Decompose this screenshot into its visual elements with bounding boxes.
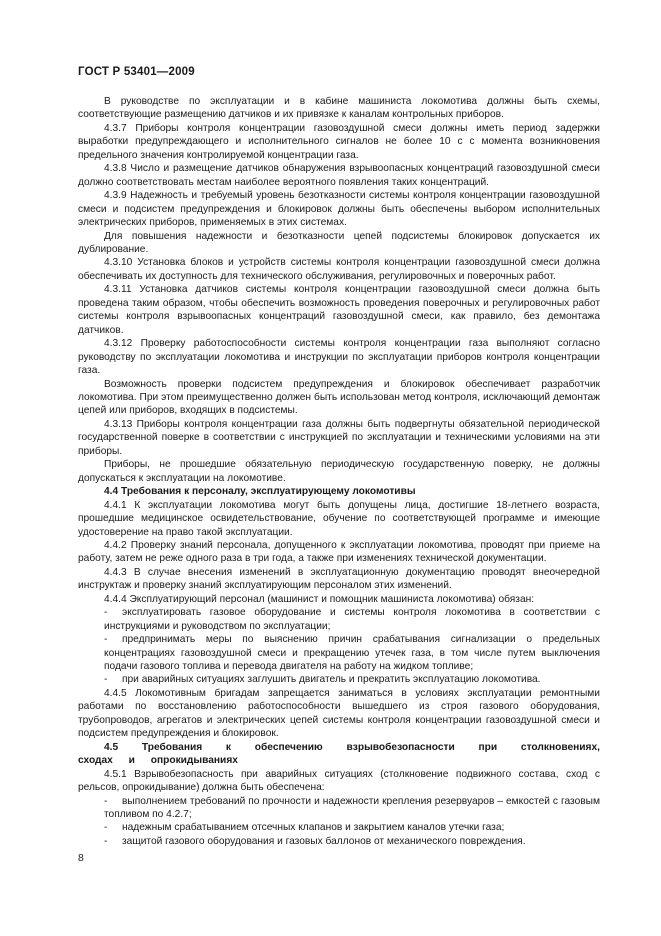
paragraph: Возможность проверки подсистем предупреждения и блокировок обеспечивает разработчик локомотива. При этом преимущественно должен быть использован метод контроля, исключающий демонтаж цепей или приборов, входящих в подсистемы. [78, 378, 600, 417]
list-item [78, 795, 600, 822]
list-item [78, 835, 600, 848]
document-body [78, 95, 600, 848]
list-item [78, 606, 600, 633]
paragraph: 4.5.1 Взрывобезопасность при аварийных ситуациях (столкновение подвижного состава, сход с рельсов, опрокидывание) должна быть обеспечена: [78, 768, 600, 794]
list-item [78, 673, 600, 686]
paragraph: 4.4.1 К эксплуатации локомотива могут быть допущены лица, достигшие 18-летнего возраста, прошедшие медицинское освидетельствование, обучение по соответствующей программе и имеющие удостоверение на право такой эксплуатации. [78, 499, 600, 538]
paragraph: В руководстве по эксплуатации и в кабине машиниста локомотива должны быть схемы, соответствующие размещению датчиков и их привязке к каналам контрольных приборов. [78, 96, 600, 121]
paragraph: 4.3.10 Установка блоков и устройств системы контроля концентрации газовоздушной смеси должна обеспечивать их доступность для технического обслуживания, регулировочных и поверочных работ. [78, 257, 600, 282]
paragraph: 4.3.13 Приборы контроля концентрации газа должны быть подвергнуты обязательной периодической государственной поверке в соответствии с инструкцией по эксплуатации и техническими условиями на эти приборы. [78, 418, 600, 457]
list-item [78, 633, 600, 673]
paragraph: 4.4.3 В случае внесения изменений в эксплуатационную документацию проводят внеочередной инструктаж и проверку знаний эксплуатирующим персоналом этих изменений. [78, 566, 600, 592]
section-heading: 4.4 Требования к персоналу, эксплуатирующему локомотивы [104, 486, 416, 498]
paragraph: 4.4.5 Локомотивным бригадам запрещается заниматься в условиях эксплуатации ремонтными работами по восстановлению работоспособности вышедшего из строя газового оборудования, трубопроводов, агрегатов и электрических цепей системы контроля концентрации газовоздушной смеси и подсистем предупреждения и блокировок. [78, 687, 600, 740]
paragraph: 4.3.7 Приборы контроля концентрации газовоздушной смеси должны иметь период задержки выработки предупреждающего и исполнительного сигналов не более 10 с с момента возникновения предельного значения контролируемой концентрации газа. [78, 122, 600, 161]
list-dash: - [104, 674, 108, 686]
list-item-text: предпринимать меры по выяснению причин срабатывания сигнализации о предельных концентрациях газовоздушной смеси и прекращению утечек газа, в том числе путем выключения подачи газового топлива и перевода двигателя на работу на жидком топливе; [104, 634, 600, 673]
paragraph: Для повышения надежности и безотказности цепей подсистемы блокировок допускается их дублирование. [78, 230, 600, 255]
list-item-text: защитой газового оборудования и газовых баллонов от механического повреждения. [122, 835, 526, 847]
list-item [78, 821, 600, 834]
paragraph: 4.3.8 Число и размещение датчиков обнаружения взрывоопасных концентраций газовоздушной смеси должно соответствовать местам наиболее вероятного появления таких концентраций. [78, 163, 600, 188]
section-heading: 4.5 Требования к обеспечению взрывобезопасности при столкновениях, сходах и опрокидываниях [78, 741, 600, 767]
list-dash: - [104, 795, 108, 807]
list-item-text: надежным срабатыванием отсечных клапанов и закрытием каналов утечки газа; [122, 822, 505, 834]
paragraph: 4.4.4 Эксплуатирующий персонал (машинист и помощник машиниста локомотива) обязан: [104, 593, 535, 605]
list-dash: - [104, 835, 108, 847]
list-item-text: при аварийных ситуациях заглушить двигатель и прекратить эксплуатацию локомотива. [122, 674, 541, 686]
page-number: 8 [78, 852, 84, 864]
list-dash: - [104, 822, 108, 834]
paragraph: Приборы, не прошедшие обязательную периодическую государственную поверку, не должны допускаться к эксплуатации на локомотиве. [78, 459, 600, 484]
paragraph: 4.3.9 Надежность и требуемый уровень безотказности системы контроля концентрации газовоздушной смеси и подсистем предупреждения и блокировок должны быть обеспечены выбором исполнительных электрических приборов, применяемых в этих системах. [78, 190, 600, 229]
list-item-text: эксплуатировать газовое оборудование и системы контроля локомотива в соответствии с инструкциями и руководством по эксплуатации; [104, 607, 600, 632]
document-header: ГОСТ Р 53401—2009 [78, 66, 195, 78]
paragraph: 4.4.2 Проверку знаний персонала, допущенного к эксплуатации локомотива, проводят при приеме на работу, затем не реже одного раза в три года, а также при изменениях технической документации. [78, 539, 600, 565]
paragraph: 4.3.12 Проверку работоспособности системы контроля концентрации газа выполняют согласно руководству по эксплуатации локомотива и инструкции по эксплуатации приборов контроля концентрации газа. [78, 338, 600, 377]
list-dash: - [104, 634, 108, 646]
paragraph: 4.3.11 Установка датчиков системы контроля концентрации газовоздушной смеси должна быть проведена таким образом, чтобы обеспечить возможность проведения поверочных и регулировочных работ системы контроля взрывоопасных концентраций газовоздушной смеси, как правило, без демонтажа датчиков. [78, 284, 600, 336]
list-item-text: выполнением требований по прочности и надежности крепления резервуаров – емкостей с газовым топливом по 4.2.7; [104, 795, 600, 821]
list-dash: - [104, 607, 108, 619]
